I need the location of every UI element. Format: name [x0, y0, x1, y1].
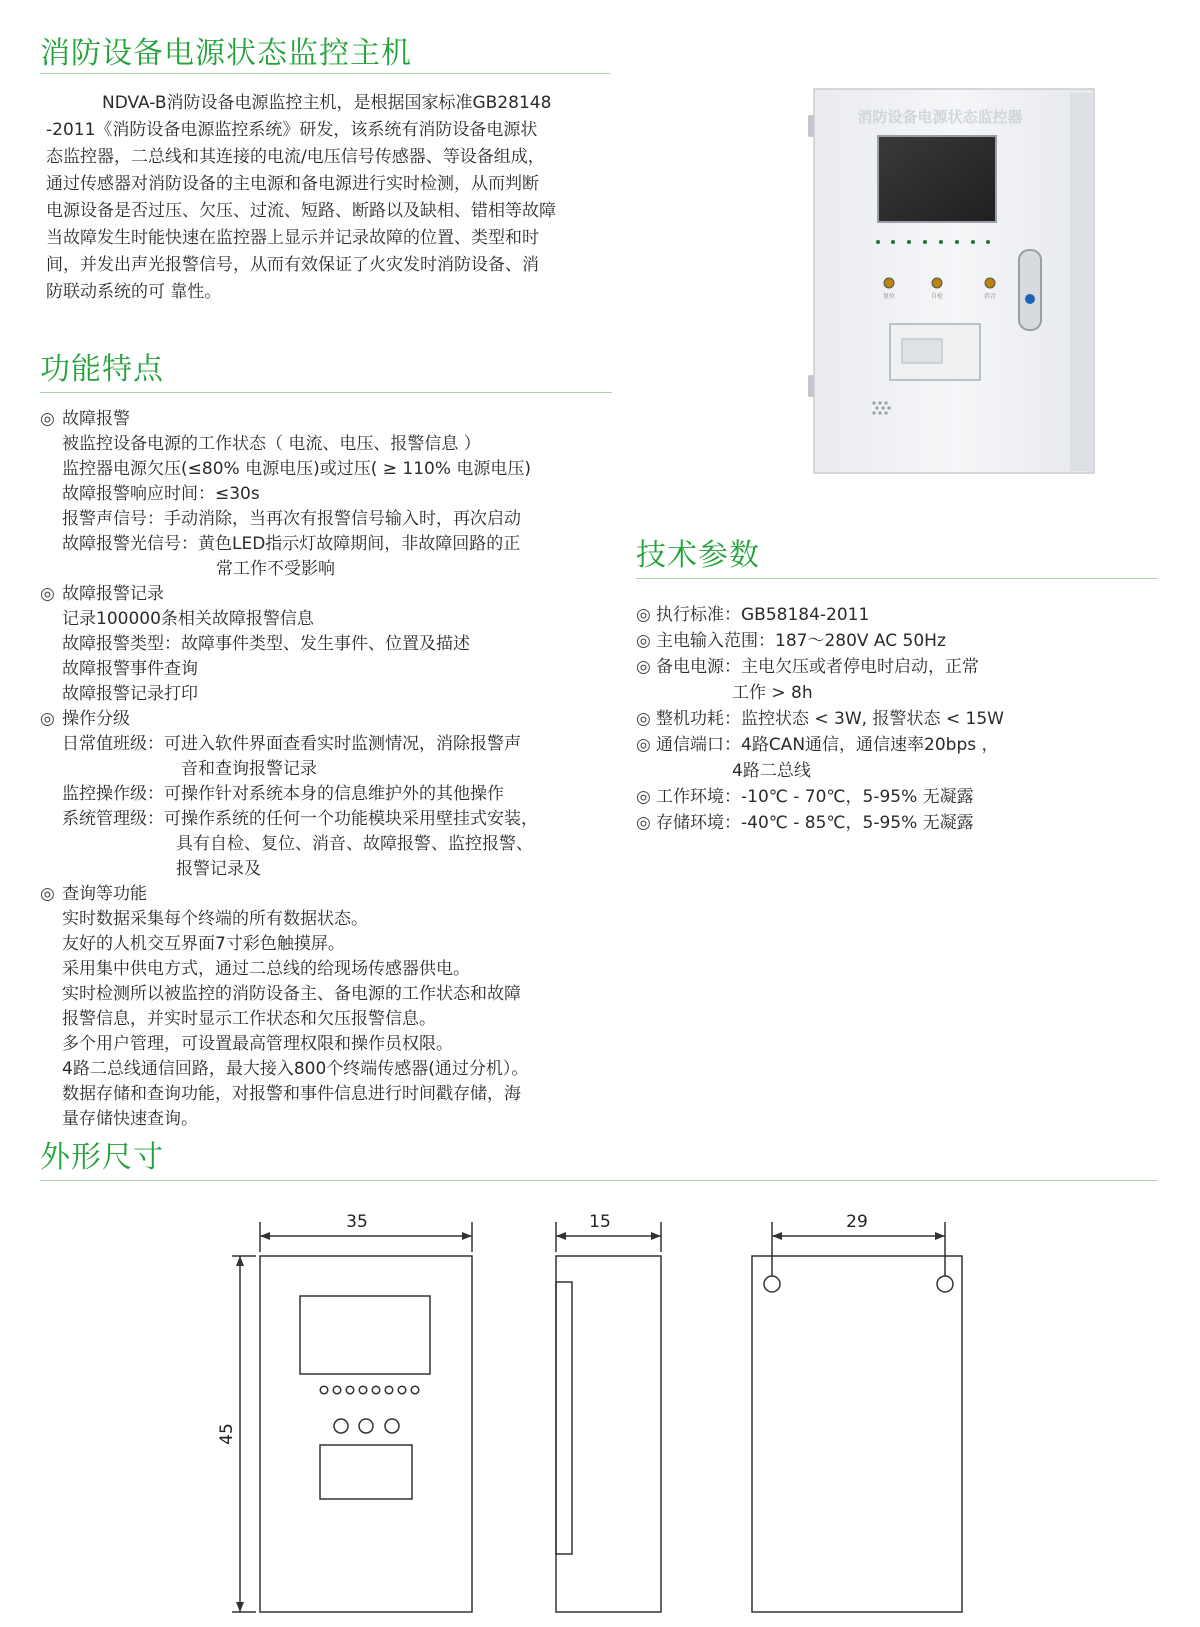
feature-item: 实时检测所以被监控的消防设备主、备电源的工作状态和故障	[62, 984, 521, 1004]
size-heading: 外形尺寸	[40, 1140, 164, 1175]
feature-item: 实时数据采集每个终端的所有数据状态。	[62, 909, 368, 929]
feature-item: 记录100000条相关故障报警信息	[62, 609, 314, 629]
intro-paragraph	[46, 90, 616, 306]
spec-row: ◎ 工作环境：-10℃ - 70℃，5-95% 无凝露	[636, 784, 1166, 810]
feature-group-title: ◎ 查询等功能	[40, 882, 630, 907]
feature-item: 数据存储和查询功能，对报警和事件信息进行时间戳存储，海	[62, 1084, 521, 1104]
feature-item: 多个用户管理，可设置最高管理权限和操作员权限。	[62, 1034, 453, 1054]
intro-line: 当故障发生时能快速在监控器上显示并记录故障的位置、类型和时	[46, 228, 539, 248]
feature-item: 故障报警事件查询	[62, 659, 198, 679]
bullet-icon: ◎	[636, 787, 651, 807]
bullet-icon: ◎	[636, 631, 651, 651]
feature-item: 故障报警类型：故障事件类型、发生事件、位置及描述	[62, 634, 470, 654]
bullet-icon: ◎	[40, 409, 55, 429]
bullet-icon: ◎	[636, 813, 651, 833]
spec-divider	[636, 578, 1158, 579]
bullet-icon: ◎	[636, 657, 651, 677]
door-lock	[1019, 250, 1041, 330]
feature-item: 监控操作级：可操作针对系统本身的信息维护外的其他操作	[62, 784, 504, 804]
device-photo	[800, 85, 1100, 477]
intro-line: NDVA-B消防设备电源监控主机，是根据国家标准GB28148	[102, 93, 552, 113]
back-view	[752, 1256, 962, 1612]
spec-row: ◎ 主电输入范围：187～280V AC 50Hz	[636, 628, 1166, 654]
feature-group-title: ◎ 故障报警记录	[40, 582, 630, 607]
bullet-icon: ◎	[636, 735, 651, 755]
intro-line: 电源设备是否过压、欠压、过流、短路、断路以及缺相、错相等故障	[46, 201, 556, 221]
feature-item: 系统管理级：可操作系统的任何一个功能模块采用壁挂式安装， 具有自检、复位、消音、故障报警、监控报警、 报警记录及	[62, 809, 538, 879]
front-printer	[320, 1445, 412, 1499]
feature-item: 监控器电源欠压(≤80% 电源电压)或过压( ≥ 110% 电源电压)	[62, 459, 532, 479]
spec-row: ◎ 整机功耗：监控状态 < 3W, 报警状态 < 15W	[636, 706, 1166, 732]
spec-heading: 技术参数	[636, 538, 760, 573]
size-divider	[40, 1180, 1158, 1181]
button-label: 消音	[983, 293, 997, 300]
bullet-icon: ◎	[636, 709, 651, 729]
feature-item: 报警声信号：手动消除，当再次有报警信号输入时，再次启动	[62, 509, 521, 529]
spec-row: ◎ 执行标准：GB58184-2011	[636, 602, 1166, 628]
intro-line: 态监控器，二总线和其连接的电流/电压信号传感器、等设备组成，	[46, 147, 545, 167]
button-label: 复位	[882, 293, 896, 300]
feature-item: 4路二总线通信回路，最大接入800个终端传感器(通过分机）。	[62, 1059, 529, 1079]
spec-row: ◎ 通信端口：4路CAN通信，通信速率20bps ， 4路二总线	[636, 732, 1166, 784]
feature-group-title: ◎ 故障报警	[40, 407, 630, 432]
intro-line: -2011《消防设备电源监控系统》研发，该系统有消防设备电源状	[46, 120, 538, 140]
dim-front-height: 45	[217, 1423, 237, 1445]
intro-line: 通过传感器对消防设备的主电源和备电源进行实时检测，从而判断	[46, 174, 539, 194]
device-screen	[878, 136, 996, 222]
dim-side-depth: 15	[589, 1212, 611, 1232]
features-divider	[40, 392, 612, 393]
bullet-icon: ◎	[636, 605, 651, 625]
dim-back-spacing: 29	[846, 1212, 868, 1232]
spec-list	[636, 602, 1166, 836]
bullet-icon: ◎	[40, 884, 55, 904]
bullet-icon: ◎	[40, 709, 55, 729]
button-label: 自检	[930, 293, 944, 300]
bullet-icon: ◎	[40, 584, 55, 604]
device-label: 消防设备电源状态监控器	[857, 108, 1023, 126]
feature-group-title: ◎ 操作分级	[40, 707, 630, 732]
feature-item: 友好的人机交互界面7寸彩色触摸屏。	[62, 934, 345, 954]
feature-item: 故障报警记录打印	[62, 684, 198, 704]
intro-line: 间，并发出声光报警信号，从而有效保证了火灾发时消防设备、消	[46, 255, 539, 275]
spec-row: ◎ 存储环境：-40℃ - 85℃，5-95% 无凝露	[636, 810, 1166, 836]
spec-row: ◎ 备电电源：主电欠压或者停电时启动，正常 工作 > 8h	[636, 654, 1166, 706]
feature-item: 量存储快速查询。	[62, 1109, 198, 1129]
front-screen	[300, 1296, 430, 1374]
title-divider	[40, 73, 610, 74]
features-list	[40, 407, 630, 1132]
feature-item: 报警信息，并实时显示工作状态和欠压报警信息。	[62, 1009, 436, 1029]
feature-item: 被监控设备电源的工作状态（ 电流、电压、报警信息 ）	[62, 434, 481, 454]
dimension-drawing	[0, 1200, 1200, 1620]
feature-item: 故障报警光信号：黄色LED指示灯故障期间，非故障回路的正 常工作不受影响	[62, 534, 521, 579]
page-title: 消防设备电源状态监控主机	[40, 36, 412, 71]
features-heading: 功能特点	[40, 352, 164, 387]
dim-front-width: 35	[346, 1212, 368, 1232]
front-view	[260, 1256, 472, 1612]
feature-item: 采用集中供电方式，通过二总线的给现场传感器供电。	[62, 959, 470, 979]
feature-item: 故障报警响应时间：≤30s	[62, 484, 260, 504]
feature-item: 日常值班级：可进入软件界面查看实时监测情况，消除报警声 音和查询报警记录	[62, 734, 521, 779]
intro-line: 防联动系统的可 靠性。	[46, 282, 222, 302]
